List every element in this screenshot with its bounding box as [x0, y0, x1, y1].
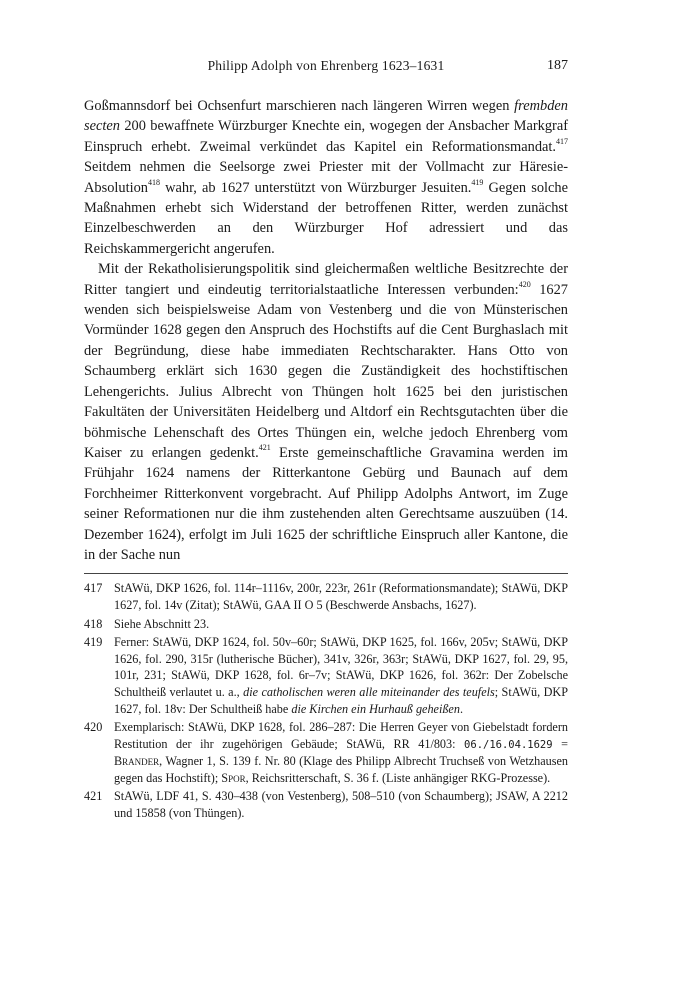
- text-run: Seitdem nehmen die Seelsorge zwei Priester mit der Vollmacht zur Häresie-Absolution: [84, 159, 568, 196]
- book-page: [84, 58, 568, 824]
- text-run: Goßmannsdorf bei Ochsenfurt marschieren nach längeren Wirren wegen: [84, 98, 515, 114]
- footnote-417: [84, 580, 568, 613]
- footnote-text: [114, 719, 568, 786]
- footnote-number: 418: [84, 616, 103, 631]
- text-run: wahr, ab 1627 unterstützt von Würzburger Jesuiten.: [159, 179, 472, 196]
- text-run: Erste gemeinschaftliche Gravamina werden im Frühjahr 1624 namens der Ritterkantone Gebürg und Baunach auf dem Forchheimer Ritterkonvent vorgebracht. Auf Philipp Adolphs Antwort, im Zuge seiner Reformationen nur die ihm zustehenden alten Gerechtsame auszuüben (14. Dezember 1624), erfolgt im Juli 1625 der schriftliche Einspruch aller Kantone, die in der Sache nun: [84, 444, 568, 563]
- footnote-number: 417: [84, 581, 103, 596]
- text-run: Ferner: StAWü, DKP 1624, fol. 50v–60r; StAWü, DKP 1625, fol. 166v, 205v; StAWü, DKP 1626, fol. 290, 315r (lutherische Bücher), 341v, 326r, 363r; StAWü, DKP 1627, fol. 29, 95, 101r, 231; StAWü, DKP 1628, fol. 6r–7v; StAWü, DKP 1626, fol. 362r: Der Zobelsche Schultheiß verlautet u. a.,: [114, 635, 568, 699]
- footnote-421: [84, 788, 568, 821]
- italic-quote: die catholischen weren alle miteinander des teufels: [243, 684, 495, 699]
- footnote-ref-418[interactable]: 418: [147, 177, 160, 187]
- footnote-text: StAWü, DKP 1626, fol. 114r–1116v, 200r, 223r, 261r (Reformationsmandate); StAWü, DKP 1627, fol. 14v (Zitat); StAWü, GAA II O 5 (Beschwerde Ansbachs, 1627).: [114, 581, 568, 612]
- date-text: 06./16.04.1629: [464, 738, 553, 751]
- footnote-divider: [84, 573, 568, 574]
- text-run: ; StAWü, DKP 1627, fol. 18v: Der Schultheiß habe: [114, 684, 568, 716]
- text-run: 1627 wenden sich beispielsweise Adam von Vestenberg und die von Münsterischen Vormünder 1628 gegen den Anspruch des Hochstifts auf die Cent Burghaslach mit der Begründung, diese habe immediaten Rechtscharakter. Hans Otto von Schaumberg erklärt sich 1630 gegen die Zuständigkeit des hochstiftischen Lehengerichts. Julius Albrecht von Thüngen holt 1625 bei den juristischen Fakultäten der Universitäten Heidelberg und Altdorf ein Rechtsgutachten über die böhmische Lehenschaft des Ortes Thüngen ein, welche jedoch Ehrenberg vom Kaiser zu erlangen gedenkt.: [84, 281, 568, 461]
- footnote-ref-421[interactable]: 421: [258, 443, 271, 453]
- text-run: Gegen solche Maßnahmen erhebt sich Widerstand der betroffenen Ritter, werden zunächst Einzelbeschwerden an den Würzburger Hof adressiert und das Reichskammergericht angerufen.: [84, 179, 568, 257]
- footnote-number: 419: [84, 635, 103, 650]
- running-header: [84, 58, 568, 80]
- main-text: [84, 96, 568, 565]
- text-run: .: [459, 701, 463, 716]
- author-name: Spor: [221, 770, 246, 785]
- text-run: , Reichsritterschaft, S. 36 f. (Liste anhängiger RKG-Prozesse).: [245, 770, 551, 785]
- page-number: 187: [547, 58, 568, 73]
- footnote-text: [114, 634, 568, 717]
- text-run: 200 bewaffnete Würzburger Knechte ein, wogegen der Ansbacher Markgraf Einspruch erhebt. Zweimal verkündet das Kapitel ein Reformationsmandat.: [84, 118, 568, 155]
- text-run: =: [552, 736, 568, 751]
- footnote-ref-420[interactable]: 420: [518, 279, 531, 289]
- footnote-number: 420: [84, 720, 103, 735]
- text-run: Mit der Rekatholisierungspolitik sind gleichermaßen weltliche Besitzrechte der Ritter tangiert und eindeutig territorialstaatliche Interessen verbunden:: [84, 261, 568, 298]
- footnote-ref-419[interactable]: 419: [471, 177, 484, 187]
- footnote-text: StAWü, LDF 41, S. 430–438 (von Vestenberg), 508–510 (von Schaumberg); JSAW, A 2212 und 15858 (von Thüngen).: [114, 789, 568, 821]
- author-name: Brander: [114, 754, 160, 769]
- text-run: Exemplarisch: StAWü, DKP 1628, fol. 286–287: Die Herren Geyer von Giebelstadt fordern Restitution der ihr zugehörigen Gebäude; StAWü, RR 41/803:: [114, 720, 568, 751]
- footnote-419: [84, 634, 568, 717]
- footnote-418: [84, 616, 568, 633]
- running-title: Philipp Adolph von Ehrenberg 1623–1631: [207, 58, 445, 73]
- footnote-text: Siehe Abschnitt 23.: [114, 616, 210, 631]
- text-run: , Wagner 1, S. 139 f. Nr. 80 (Klage des Philipp Albrecht Truchseß von Wetzhausen gegen das Hochstift);: [114, 754, 568, 785]
- footnote-420: [84, 719, 568, 786]
- paragraph-2: [84, 259, 568, 565]
- footnote-number: 421: [84, 789, 103, 804]
- footnote-ref-417[interactable]: 417: [556, 137, 568, 147]
- paragraph-1: [84, 96, 568, 259]
- italic-quote: die Kirchen ein Hurhauß geheißen: [291, 701, 460, 716]
- footnotes: [84, 580, 568, 821]
- italic-quote: frembden secten: [84, 98, 568, 135]
